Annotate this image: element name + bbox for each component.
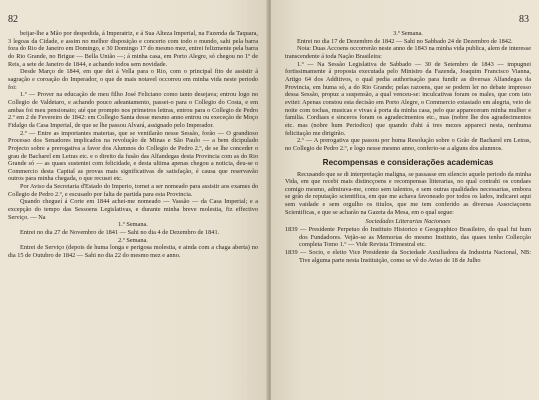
note-paragraph: Nota: Duas Accoens occorrerão neste anno de 1843 na minha vida publica, alem de interesse transcendente á toda Nação Brasileira: bbox=[285, 45, 531, 60]
paragraph: beijar-lhe a Mão por despedida, á Imperatriz, e á Sua Alteza Imperial, na Fazenda da Taquara, 3 legoas da Cidade, e assim no melhor disposição e concerto com todo o mundo, sahi pela barra fora do Rio de Janeiro em Domingo, e 30 Domingo 17 do mesmo mez, entrei felizmente pela barra do Rio Grande, no Brigue — Bella União —; á minha casa, em Porto Alegre, só chegou no 1º de Reis, a sete de Janeiro de 1844, e achando todos sem novidade. bbox=[8, 30, 258, 68]
section-heading: Recompensas e considerações academicas bbox=[322, 157, 494, 167]
week-title: 3.º Semana. bbox=[393, 30, 423, 37]
paragraph: Por Aviso da Secretaria d'Estado do Imperio, tornei a ser nomeado para assistir aos exames do Collegio de Pedro 2.º, e escusado por falta de partida para esta Provincia. bbox=[8, 183, 258, 198]
left-page-text bbox=[8, 30, 258, 260]
paragraph: 2.º — Entre as importantes materias, que se ventilarão nesse Sessão, forão — O grandioso Processo dos Senadores implicados na revolução de Minas e São Paulo — a bem dicipulado Projecto sobre a prerogativa a favor dos Alumnos do Collegio de Pedro 2.º, de se lhe conceder o grau de Bacharel em Letras etc. e o direito da fusão das Alfandegas desta Provincia com as do Rio Grande só — as quaes sustentei com felicidade, e desta ultima apenas chegou a noticia, deu-se o Commercio desta Capital as provas mais significativas de satisfação, é causa que reservavão outros para minha chegada, o que recusei etc. bbox=[8, 129, 258, 183]
paragraph: 1.º — Prover na educação de meu filho José Feliciano como tanto desejava; entrou logo no Collegio de Valdetaro, e achando pouco adeantamento, passei-o para o Collegio do Costa, e em ambas foi meu pensionato; até que prompto nos primeiros lettras, entrou para o Collegio de Pedro 2.º em 2 de Fevereiro de 1842: em Collegio Santa desse mesmo anno entrou ou execeção de Moço Fidalgo da Casa Imperial, de que se lhe passou Alvará, assignado pelo Imperador. bbox=[8, 91, 258, 129]
page-number-right: 83 bbox=[519, 14, 529, 25]
subsection-heading: Sociedades Litterarias Nacionaes bbox=[365, 218, 451, 226]
left-page bbox=[0, 0, 268, 400]
paragraph: 1.º — Na Sessão Legislativa de Sabbado — 30 de Setembro de 1843 — impugnei fortissimamente á proposta executada pelo Ministro da Fazenda, Joaquim Francisco Vianna, Artigo 64 dos Additivos, o qual pedia authorisação para fundir as diversas Alfandegas da Provincia, em huma só, a do Rio Grande; pelas razoens, que se podem ler no debate impresso dessa Sessão, propuz a suspensão, a qual venceu-se: inculcativas foram os males, que com isto evitei: Apenas constou esta decisão em Porto Alegre, o Commercio extasiado em alegria, veio de noite com tochas, musicas e vivas á porta da minha casa, pelo que appareceram minha mulher e familia. Cordiaes e sinceros foram os agradecimentos etc., mas (nobre lhe dos agradecimentos etc. mas (nobre hum Periodico) que quando d'ahi á tres mezes appareci nesta, nenhuma felicitação me dirigirão. bbox=[285, 60, 531, 137]
entry-item: 1839 — Socio, e eleito Vice Presidente da Sociedade Auxiliadora da Industria Nacional, NB: Tive alguma parte nesta Instituição, como se vê do Aviso de 18 de Julho bbox=[285, 249, 531, 264]
paragraph: Entrei de Serviço (depois de huma longa e perigosa molestia, e ainda com a chaga aberta) no dia 15 de Outubro de 1842 — Sahi no dia 22 do mesmo mez e anno. bbox=[8, 244, 258, 260]
paragraph: Desde Março de 1844, em que dei á Vella para o Rio, com o principal fito de assistir á sagração e coroação do Imperador, o que de mais notavel occorreu em minha vida neste periodo foi: bbox=[8, 68, 258, 91]
paragraph: 2.º — A prerogativa que passou por huma Resolução sobre o Grão de Bacharel em Letras, no Collegio de Pedro 2.º, e logo nesse mesmo anno, conferio-se a alguns dos alumnos. bbox=[285, 137, 531, 152]
right-page-text bbox=[285, 30, 531, 264]
paragraph: Entrei no dia 17 de Dezembro de 1842 — Sahi no Sabbado 24 de Dezembro de 1842. bbox=[297, 37, 513, 45]
page-number-left: 82 bbox=[8, 14, 18, 25]
paragraph: Quando chegueí á Corte em 1844 achei-me nomeado — Vassão — da Casa Imperial; e a excepção do tempo das Sessoens Legislativas, e durante minha breve molestia, fiz effectivo Serviço. — Na bbox=[8, 198, 258, 221]
paragraph: Recusando que se di interpretação maligna, se passasse em silencio aquele periodo da minha Vida, em que recebi mais distincçoens e recompensas litterarias, no qual contrahi os condaes comigo mesmo, admirava-me, como sem talentos, e sem outras qualidades necessarias, embora se grão de reputação scientifica, em que me achava favoneado por todos os lados, indicarei aqui sem vaidade e sem orgulho os titulos, que me tem conferido as diversas Associaçoens Scientificas, e que se acharão na Gazeta da Mesa, em o qual segue: bbox=[285, 170, 531, 216]
paragraph: Entrei no dia 27 de Novembro de 1841 — Sahi no dia 4 de Dezembro de 1841. bbox=[20, 229, 220, 237]
entry-item: 1839 — Presidente Perpetuo do Instituto Historico e Geographico Brasileiro, do qual fui hum dos Fundadores. Vejão-se as Memorias do mesmo Instituto, das quaes tenho Collecção completa Tomo 1.º — Vide Revista Trimestral etc. bbox=[285, 226, 531, 249]
right-page bbox=[271, 0, 539, 400]
week-title: 1.º Semana. bbox=[118, 221, 148, 229]
week-title: 2.º Semana. bbox=[118, 236, 148, 244]
